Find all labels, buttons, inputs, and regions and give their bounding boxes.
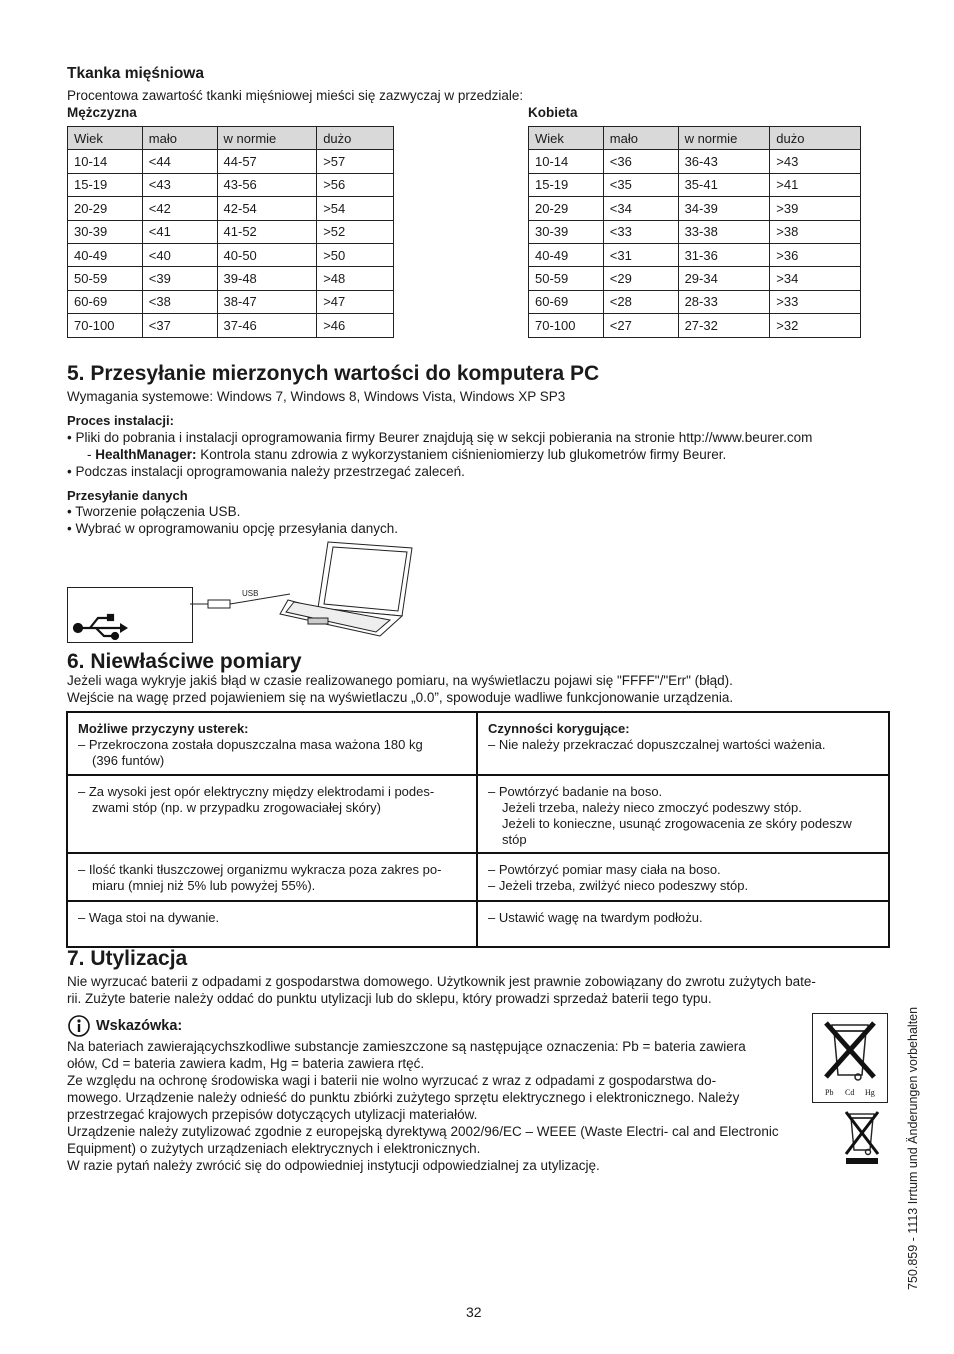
note-line: ołów, Cd = bateria zawiera kadm, Hg = bateria zawiera rtęć. <box>67 1056 425 1071</box>
fix-text: – Nie należy przekraczać dopuszczalnej wartości ważenia. <box>488 737 826 752</box>
section6-title: 6. Niewłaściwe pomiary <box>67 650 302 673</box>
men-muscle-table <box>67 126 394 338</box>
table-cell: <44 <box>142 150 217 173</box>
transfer-heading: Przesyłanie danych <box>67 488 188 503</box>
fix-text: – Powtórzyć badanie na boso. <box>488 784 663 799</box>
table-cell: >52 <box>317 220 394 243</box>
healthmanager-label: HealthManager: <box>95 447 197 462</box>
table-row <box>68 173 394 196</box>
fix-cell <box>478 902 888 946</box>
note-line: Equipment) o zużytych urządzeniach elektrycznych i elektronicznych. <box>67 1141 481 1156</box>
table-cell: 27-32 <box>678 314 770 337</box>
table-cell: >48 <box>317 267 394 290</box>
table-cell: <37 <box>142 314 217 337</box>
fix-cell <box>478 713 888 774</box>
table-cell: 36-43 <box>678 150 770 173</box>
note-heading: Wskazówka: <box>96 1018 183 1034</box>
women-label: Kobieta <box>528 105 578 120</box>
table-row <box>529 314 861 337</box>
install-line-3: • Podczas instalacji oprogramowania należy przestrzegać zaleceń. <box>67 464 465 479</box>
table-cell: >43 <box>770 150 861 173</box>
fix-text: – Powtórzyć pomiar masy ciała na boso. <box>488 862 721 877</box>
usb-icon <box>68 588 192 642</box>
table-cell: 70-100 <box>529 314 604 337</box>
table-cell: >54 <box>317 197 394 220</box>
install-line-2-prefix: - <box>87 447 96 462</box>
install-line-2-rest: Kontrola stanu zdrowia z wykorzystaniem ciśnieniomierzy lub glukometrów firmy Beurer. <box>196 447 727 462</box>
cause-cell <box>68 902 478 946</box>
table-cell: 10-14 <box>68 150 143 173</box>
table-cell: >34 <box>770 267 861 290</box>
install-line-2 <box>87 446 726 463</box>
info-icon <box>67 1014 91 1038</box>
install-line-1: • Pliki do pobrania i instalacji oprogramowania firmy Beurer znajdują się w sekcji pobierania na stronie http://www.beurer.com <box>67 430 813 445</box>
table-row <box>68 243 394 266</box>
note-line: przestrzegać krajowych przepisów dotyczących utylizacji materiałów. <box>67 1107 478 1122</box>
usb-symbol-box <box>67 587 193 643</box>
table-row <box>529 267 861 290</box>
error-row <box>68 713 888 774</box>
table-cell: 42-54 <box>217 197 317 220</box>
table-cell: 31-36 <box>678 243 770 266</box>
cause-text: – Za wysoki jest opór elektryczny między elektrodami i podes- <box>78 784 435 799</box>
battery-bin-crossed-icon <box>812 1013 888 1103</box>
table-cell: >47 <box>317 290 394 313</box>
table-cell: >33 <box>770 290 861 313</box>
table-cell: 29-34 <box>678 267 770 290</box>
cause-text: – Ilość tkanki tłuszczowej organizmu wykracza poza zakres po- <box>78 862 442 877</box>
section7-title: 7. Utylizacja <box>67 947 188 970</box>
table-cell: >56 <box>317 173 394 196</box>
fix-cell <box>478 854 888 900</box>
table-cell: <41 <box>142 220 217 243</box>
table-row <box>68 197 394 220</box>
disposal-para-line-2: rii. Zużyte baterie należy oddać do punktu utylizacji lub do sklepu, który prowadzi sprzedaż baterii tego typu. <box>67 991 712 1006</box>
column-header: Wiek <box>529 127 604 150</box>
system-requirements: Wymagania systemowe: Windows 7, Windows 8, Windows Vista, Windows XP SP3 <box>67 389 566 404</box>
table-cell: 40-50 <box>217 243 317 266</box>
column-header: mało <box>603 127 678 150</box>
table-cell: <39 <box>142 267 217 290</box>
fix-text: stóp <box>502 832 527 847</box>
fix-text: – Jeżeli trzeba, zwilżyć nieco podeszwy stóp. <box>488 878 749 893</box>
note-body <box>67 1038 807 1174</box>
table-cell: <42 <box>142 197 217 220</box>
error-table <box>66 711 890 948</box>
transfer-line-2: • Wybrać w oprogramowaniu opcję przesyłania danych. <box>67 521 399 536</box>
column-header: mało <box>142 127 217 150</box>
bin-label-pb: Pb <box>825 1088 834 1097</box>
cause-text: – Przekroczona została dopuszczalna masa ważona 180 kg <box>78 737 423 752</box>
table-cell: 50-59 <box>529 267 604 290</box>
transfer-line-1: • Tworzenie połączenia USB. <box>67 504 241 519</box>
cause-text: (396 funtów) <box>92 753 165 768</box>
table-cell: 43-56 <box>217 173 317 196</box>
error-row <box>68 900 888 946</box>
table-cell: 20-29 <box>529 197 604 220</box>
table-cell: >39 <box>770 197 861 220</box>
section5-title: 5. Przesyłanie mierzonych wartości do komputera PC <box>67 362 600 385</box>
bin-label-hg: Hg <box>865 1088 875 1097</box>
table-cell: <36 <box>603 150 678 173</box>
table-cell: 40-49 <box>68 243 143 266</box>
table-cell: >50 <box>317 243 394 266</box>
table-row <box>68 290 394 313</box>
cause-cell <box>68 776 478 852</box>
cause-text: – Waga stoi na dywanie. <box>78 910 220 925</box>
table-cell: 41-52 <box>217 220 317 243</box>
table-cell: 30-39 <box>68 220 143 243</box>
table-cell: 30-39 <box>529 220 604 243</box>
table-cell: <28 <box>603 290 678 313</box>
note-line: Urządzenie należy zutylizować zgodnie z europejską dyrektywą 2002/96/EC – WEEE (Waste Electri- cal and Electronic <box>67 1124 779 1139</box>
usb-label: USB <box>242 589 259 598</box>
column-header: w normie <box>217 127 317 150</box>
table-cell: 37-46 <box>217 314 317 337</box>
table-row <box>529 220 861 243</box>
table-cell: <35 <box>603 173 678 196</box>
table-cell: 44-57 <box>217 150 317 173</box>
table-cell: 10-14 <box>529 150 604 173</box>
table-cell: 40-49 <box>529 243 604 266</box>
table-cell: 33-38 <box>678 220 770 243</box>
install-heading: Proces instalacji: <box>67 413 174 428</box>
muscle-intro: Procentowa zawartość tkanki mięśniowej mieści się zazwyczaj w przedziale: <box>67 88 524 103</box>
table-header-row <box>68 127 394 150</box>
laptop-illustration <box>190 538 420 640</box>
table-cell: 70-100 <box>68 314 143 337</box>
fix-text: – Ustawić wagę na twardym podłożu. <box>488 910 703 925</box>
table-cell: >46 <box>317 314 394 337</box>
table-row <box>68 150 394 173</box>
table-cell: 35-41 <box>678 173 770 196</box>
table-cell: >41 <box>770 173 861 196</box>
side-note: 750.859 - 1113 Irrtum und Änderungen vorbehalten <box>906 1006 920 1290</box>
column-header: w normie <box>678 127 770 150</box>
table-row <box>68 267 394 290</box>
table-cell: 28-33 <box>678 290 770 313</box>
note-line: W razie pytań należy zwrócić się do odpowiedniej instytucji odpowiedzialnej za utylizację. <box>67 1158 600 1173</box>
table-cell: <27 <box>603 314 678 337</box>
table-row <box>68 220 394 243</box>
table-cell: 20-29 <box>68 197 143 220</box>
table-cell: 38-47 <box>217 290 317 313</box>
table-cell: 39-48 <box>217 267 317 290</box>
error-row <box>68 774 888 852</box>
table-cell: 50-59 <box>68 267 143 290</box>
muscle-heading: Tkanka mięśniowa <box>67 65 204 82</box>
bin-label-cd: Cd <box>845 1088 855 1097</box>
table-cell: >57 <box>317 150 394 173</box>
cause-cell <box>68 854 478 900</box>
table-row <box>529 173 861 196</box>
table-cell: <38 <box>142 290 217 313</box>
table-cell: <31 <box>603 243 678 266</box>
column-header: dużo <box>317 127 394 150</box>
table-cell: >38 <box>770 220 861 243</box>
women-muscle-table <box>528 126 861 338</box>
note-line: mowego. Urządzenie należy odnieść do punktu zbiórki zużytego sprzętu elektrycznego i elektronicznego. Należy <box>67 1090 740 1105</box>
fix-text: Jeżeli to konieczne, usunąć zrogowacenia ze skóry podeszw <box>502 816 852 831</box>
fix-cell <box>478 776 888 852</box>
column-header: Wiek <box>68 127 143 150</box>
table-cell: <43 <box>142 173 217 196</box>
table-cell: 34-39 <box>678 197 770 220</box>
note-line: Na bateriach zawierającychszkodliwe substancje zamieszczone są następujące oznaczenia: Pb = bateria zawiera <box>67 1039 746 1054</box>
error-line-1: Jeżeli waga wykryje jakiś błąd w czasie realizowanego pomiaru, na wyświetlaczu pojawi się "FFFF"/"Err" (błąd). <box>67 673 733 688</box>
table-header-row <box>529 127 861 150</box>
table-row <box>68 314 394 337</box>
table-cell: 15-19 <box>529 173 604 196</box>
cause-text: zwami stóp (np. w przypadku zrogowaciałej skóry) <box>92 800 381 815</box>
column-header: dużo <box>770 127 861 150</box>
table-row <box>529 243 861 266</box>
table-cell: 60-69 <box>68 290 143 313</box>
table-cell: <40 <box>142 243 217 266</box>
table-cell: 15-19 <box>68 173 143 196</box>
cause-text: miaru (mniej niż 5% lub powyżej 55%). <box>92 878 316 893</box>
table-cell: <33 <box>603 220 678 243</box>
fix-heading: Czynności korygujące: <box>488 721 630 736</box>
error-line-2: Wejście na wagę przed pojawieniem się na wyświetlaczu „0.0”, spowoduje wadliwe funkcjonowanie urządzenia. <box>67 690 734 705</box>
note-line: Ze względu na ochronę środowiska wagi i baterii nie wolno wyrzucać z wraz z odpadami z gospodarstwa do- <box>67 1073 717 1088</box>
fix-text: Jeżeli trzeba, należy nieco zmoczyć podeszwy stóp. <box>502 800 802 815</box>
table-row <box>529 197 861 220</box>
error-row <box>68 852 888 900</box>
cause-heading: Możliwe przyczyny usterek: <box>78 721 249 736</box>
table-cell: >32 <box>770 314 861 337</box>
men-label: Mężczyzna <box>67 105 137 120</box>
table-cell: >36 <box>770 243 861 266</box>
page-number: 32 <box>466 1304 482 1320</box>
disposal-para-line-1: Nie wyrzucać baterii z odpadami z gospodarstwa domowego. Użytkownik jest prawnie zobowiązany do zwrotu zużytych bate- <box>67 974 816 989</box>
table-row <box>529 290 861 313</box>
table-cell: <29 <box>603 267 678 290</box>
table-cell: 60-69 <box>529 290 604 313</box>
cause-cell <box>68 713 478 774</box>
table-row <box>529 150 861 173</box>
table-cell: <34 <box>603 197 678 220</box>
weee-bin-crossed-icon <box>838 1106 886 1166</box>
